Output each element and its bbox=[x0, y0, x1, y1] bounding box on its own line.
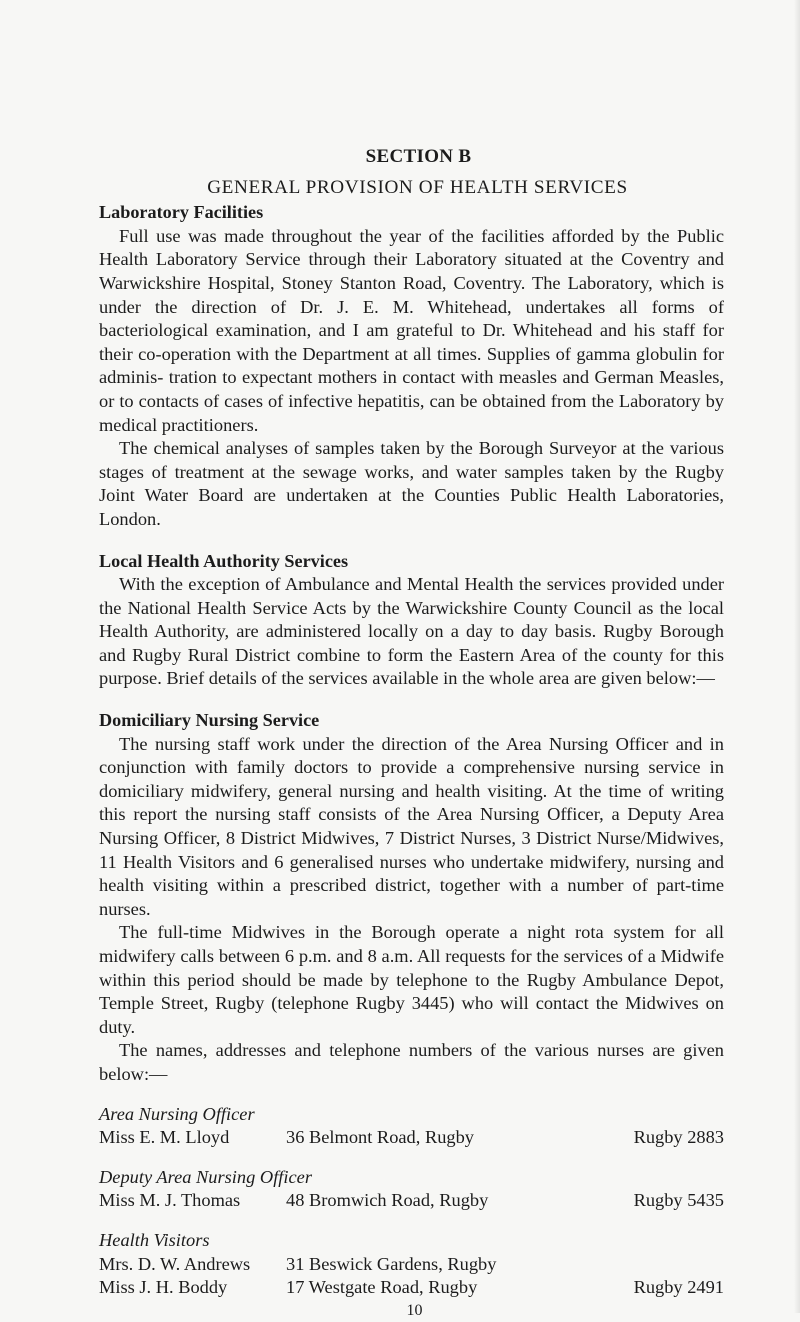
page-title: GENERAL PROVISION OF HEALTH SERVICES bbox=[207, 176, 628, 198]
paragraph-lab-2: The chemical analyses of samples taken by the Borough Surveyor at the various stages of treatment at the sewage works, and water samples taken by the Rugby Joint Water Board are undertaken at the Counties Public Health Laboratories, London. bbox=[99, 438, 724, 529]
staff-group-health-visitors bbox=[99, 1229, 724, 1300]
staff-phone: Rugby 5435 bbox=[633, 1190, 724, 1211]
staff-name: Mrs. D. W. Andrews bbox=[99, 1253, 251, 1274]
staff-role: Deputy Area Nursing Officer bbox=[99, 1166, 313, 1187]
heading-domiciliary-nursing: Domiciliary Nursing Service bbox=[99, 710, 320, 731]
staff-row bbox=[99, 1126, 724, 1150]
heading-local-health-authority: Local Health Authority Services bbox=[99, 550, 349, 571]
staff-address: 31 Beswick Gardens, Rugby bbox=[286, 1253, 497, 1274]
staff-row bbox=[99, 1189, 724, 1213]
staff-address: 36 Belmont Road, Rugby bbox=[286, 1127, 474, 1148]
staff-name: Miss M. J. Thomas bbox=[99, 1190, 241, 1211]
paragraph-dns-2: The full-time Midwives in the Borough operate a night rota system for all midwifery calls between 6 p.m. and 8 a.m. All requests for the services of a Midwife within this period should be made by telephone to the Rugby Ambulance Depot, Temple Street, Rugby (telephone Rugby 3445) who will contact the Midwives on duty. bbox=[99, 922, 724, 1037]
staff-group-deputy-area-nursing-officer bbox=[99, 1166, 724, 1213]
staff-address: 48 Bromwich Road, Rugby bbox=[286, 1190, 489, 1211]
paragraph-lha-1: With the exception of Ambulance and Mental Health the services provided under the National Health Service Acts by the Warwickshire County Council as the local Health Authority, are administered locally on a day to day basis. Rugby Borough and Rugby Rural District combine to form the Eastern Area of the county for this purpose. Brief details of the services available in the whole area are given below:— bbox=[99, 574, 724, 689]
staff-address: 17 Westgate Road, Rugby bbox=[286, 1277, 478, 1298]
document-page bbox=[99, 145, 724, 1322]
staff-row bbox=[99, 1276, 724, 1300]
staff-phone bbox=[609, 1253, 724, 1277]
staff-phone: Rugby 2491 bbox=[633, 1277, 724, 1298]
page-number: 10 bbox=[406, 1301, 423, 1319]
paragraph-dns-1: The nursing staff work under the direction of the Area Nursing Officer and in conjunction with family doctors to provide a comprehensive nursing service in domiciliary midwifery, general nursing and health visiting. At the time of writing this report the nursing staff consists of the Area Nursing Officer, a Deputy Area Nursing Officer, 8 District Midwives, 7 District Nurses, 3 District Nurse/Midwives, 11 Health Visitors and 6 generalised nurses who undertake midwifery, nursing and health visiting within a prescribed district, together with a number of part-time nurses. bbox=[99, 733, 724, 919]
paragraph-lab-1: Full use was made throughout the year of the facilities afforded by the Public Health Laboratory Service through their Laboratory situated at the Coventry and Warwickshire Hospital, Stoney Stanton Road, Coventry. The Laboratory, which is under the direction of Dr. J. E. M. Whitehead, undertakes all forms of bacteriological examination, and I am grateful to Dr. Whitehead and his staff for their co-operation with the Department at all times. Supplies of gamma globulin for adminis- tration to expectant mothers in contact with measles and German Measles, or to contacts of cases of infective hepatitis, can be obtained from the Laboratory by medical practitioners. bbox=[99, 225, 724, 435]
staff-group-area-nursing-officer bbox=[99, 1103, 724, 1150]
heading-laboratory-facilities: Laboratory Facilities bbox=[99, 202, 264, 223]
staff-role: Area Nursing Officer bbox=[99, 1103, 255, 1124]
staff-role: Health Visitors bbox=[99, 1229, 210, 1250]
staff-row bbox=[99, 1253, 724, 1277]
staff-phone: Rugby 2883 bbox=[633, 1127, 724, 1148]
paragraph-dns-3: The names, addresses and telephone numbers of the various nurses are given below:— bbox=[99, 1040, 724, 1084]
page-edge-shadow bbox=[794, 0, 800, 1313]
staff-name: Miss E. M. Lloyd bbox=[99, 1127, 230, 1148]
section-label: SECTION B bbox=[365, 146, 472, 167]
staff-name: Miss J. H. Boddy bbox=[99, 1277, 228, 1298]
